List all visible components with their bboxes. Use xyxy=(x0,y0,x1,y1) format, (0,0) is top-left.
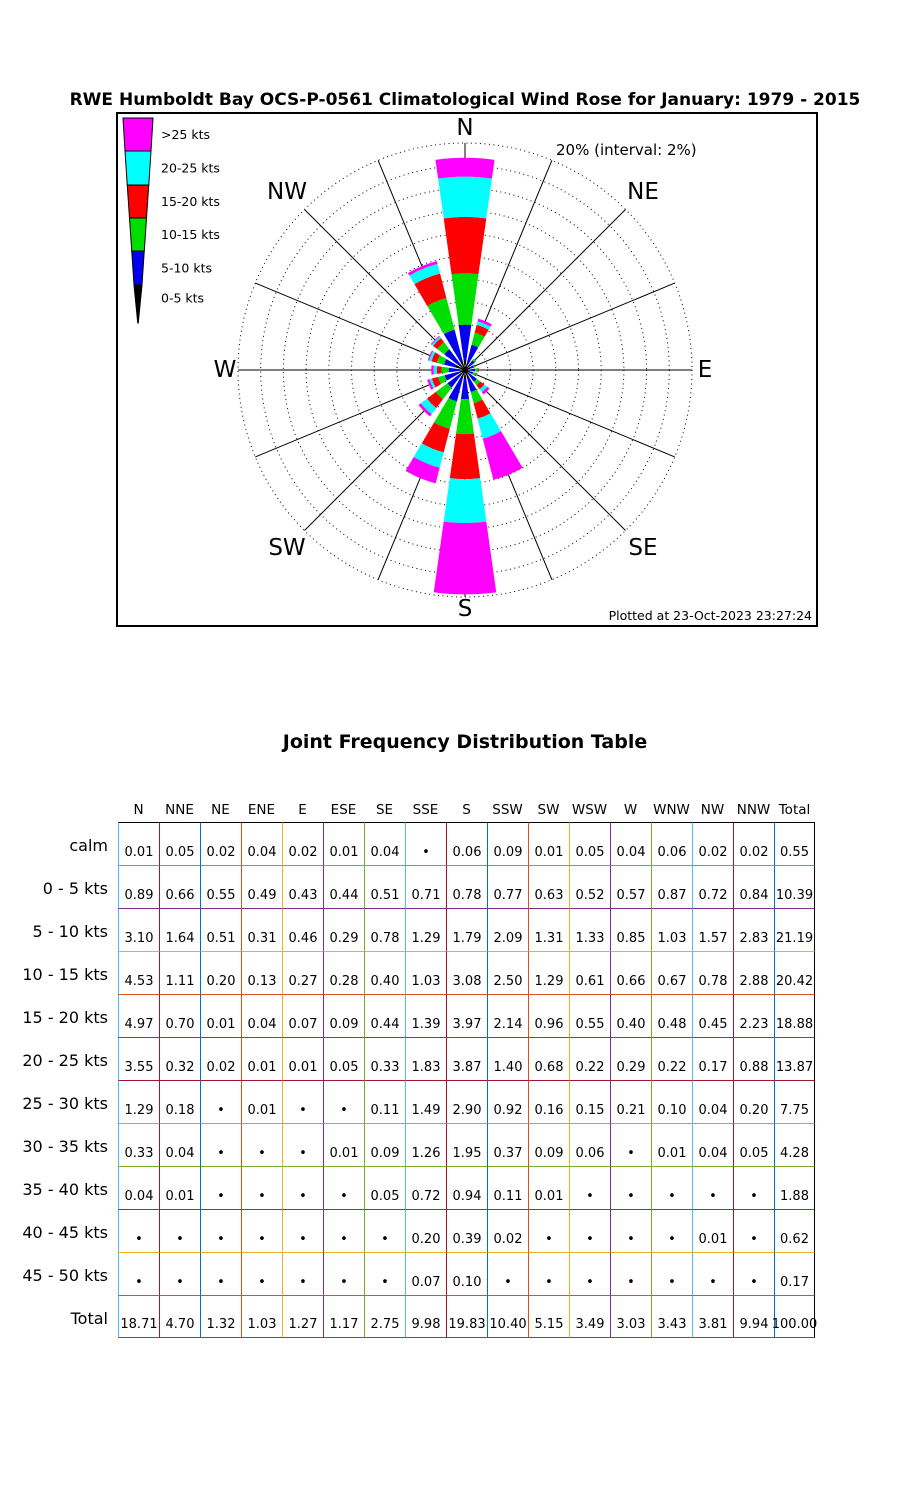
freq-cell: 0.17 xyxy=(692,1037,733,1080)
legend-label: >25 kts xyxy=(161,127,211,142)
freq-cell: 1.26 xyxy=(405,1123,446,1166)
freq-cell: 1.31 xyxy=(528,908,569,951)
freq-row-label: 20 - 25 kts xyxy=(22,1051,108,1070)
freq-cell: 0.18 xyxy=(159,1080,200,1123)
freq-cell: • xyxy=(200,1080,241,1123)
freq-cell: 0.48 xyxy=(651,994,692,1037)
freq-cell: 0.78 xyxy=(446,865,487,908)
freq-cell: 2.90 xyxy=(446,1080,487,1123)
freq-col-header-sw: SW xyxy=(537,801,560,818)
freq-cell: 0.05 xyxy=(569,822,610,865)
freq-cell: 1.88 xyxy=(774,1166,815,1209)
freq-cell: • xyxy=(692,1166,733,1209)
freq-cell: 1.49 xyxy=(405,1080,446,1123)
legend-swatch xyxy=(130,218,147,251)
freq-cell: 0.05 xyxy=(323,1037,364,1080)
freq-cell: 0.40 xyxy=(364,951,405,994)
freq-cell: 0.43 xyxy=(282,865,323,908)
freq-cell: 0.04 xyxy=(364,822,405,865)
wind-petal-segment-e xyxy=(478,368,479,372)
freq-cell: • xyxy=(528,1209,569,1252)
freq-cell: • xyxy=(282,1209,323,1252)
freq-col-header-ne: NE xyxy=(211,801,230,818)
freq-cell: 2.50 xyxy=(487,951,528,994)
compass-label-nw: NW xyxy=(267,179,307,205)
freq-cell: • xyxy=(118,1209,159,1252)
legend-swatch xyxy=(123,118,153,151)
freq-cell: 0.88 xyxy=(733,1037,774,1080)
freq-cell: 0.04 xyxy=(610,822,651,865)
freq-row-label: 15 - 20 kts xyxy=(22,1008,108,1027)
freq-cell: 0.07 xyxy=(405,1252,446,1295)
freq-cell: 1.57 xyxy=(692,908,733,951)
wind-petal-segment-w xyxy=(449,368,459,372)
freq-cell: 3.43 xyxy=(651,1295,692,1338)
freq-cell: 0.22 xyxy=(651,1037,692,1080)
freq-table-corner xyxy=(28,796,118,822)
freq-cell: 0.29 xyxy=(610,1037,651,1080)
freq-cell: 0.37 xyxy=(487,1123,528,1166)
freq-cell: 1.03 xyxy=(405,951,446,994)
freq-row-label: 0 - 5 kts xyxy=(42,879,108,898)
freq-cell: 0.01 xyxy=(118,822,159,865)
freq-row-label: 5 - 10 kts xyxy=(32,922,108,941)
freq-cell: 0.62 xyxy=(774,1209,815,1252)
freq-cell: 1.32 xyxy=(200,1295,241,1338)
compass-label-e: E xyxy=(697,357,713,383)
freq-cell: 1.79 xyxy=(446,908,487,951)
freq-cell: • xyxy=(733,1166,774,1209)
freq-cell: 0.05 xyxy=(733,1123,774,1166)
wind-rose-chart xyxy=(116,112,818,627)
freq-cell: 0.10 xyxy=(651,1080,692,1123)
freq-cell: 0.20 xyxy=(405,1209,446,1252)
freq-cell: 0.63 xyxy=(528,865,569,908)
freq-col-header-nne: NNE xyxy=(165,801,194,818)
polar-grid-radial xyxy=(465,210,626,371)
freq-cell: 0.49 xyxy=(241,865,282,908)
freq-cell: 0.04 xyxy=(692,1123,733,1166)
freq-col-header-wnw: WNW xyxy=(653,801,690,818)
freq-cell: 0.01 xyxy=(282,1037,323,1080)
freq-cell: 0.55 xyxy=(200,865,241,908)
freq-cell: 0.04 xyxy=(241,994,282,1037)
wind-petal-segment-s xyxy=(444,478,487,523)
freq-cell: 18.88 xyxy=(774,994,815,1037)
freq-cell: 0.66 xyxy=(159,865,200,908)
freq-cell: 0.13 xyxy=(241,951,282,994)
freq-cell: 10.39 xyxy=(774,865,815,908)
wind-petal-segment-n xyxy=(444,217,487,274)
freq-cell: • xyxy=(282,1252,323,1295)
freq-cell: 9.94 xyxy=(733,1295,774,1338)
freq-cell: 0.02 xyxy=(200,1037,241,1080)
freq-cell: • xyxy=(200,1209,241,1252)
freq-row-label: Total xyxy=(70,1309,108,1328)
freq-cell: 0.89 xyxy=(118,865,159,908)
freq-cell: • xyxy=(200,1166,241,1209)
freq-cell: 4.28 xyxy=(774,1123,815,1166)
freq-cell: 0.02 xyxy=(692,822,733,865)
freq-cell: 5.15 xyxy=(528,1295,569,1338)
freq-cell: 1.33 xyxy=(569,908,610,951)
freq-cell: 0.66 xyxy=(610,951,651,994)
freq-cell: 0.77 xyxy=(487,865,528,908)
freq-cell: 0.28 xyxy=(323,951,364,994)
freq-cell: • xyxy=(528,1252,569,1295)
freq-row-label: 35 - 40 kts xyxy=(22,1180,108,1199)
freq-cell: 1.64 xyxy=(159,908,200,951)
freq-cell: 0.85 xyxy=(610,908,651,951)
freq-cell: 0.01 xyxy=(651,1123,692,1166)
freq-cell: 0.04 xyxy=(241,822,282,865)
freq-cell: 13.87 xyxy=(774,1037,815,1080)
freq-cell: • xyxy=(159,1252,200,1295)
wind-petal-segment-e xyxy=(470,369,475,372)
freq-cell: 0.78 xyxy=(364,908,405,951)
freq-cell: 0.01 xyxy=(323,822,364,865)
freq-cell: 0.32 xyxy=(159,1037,200,1080)
wind-petal-segment-w xyxy=(441,367,449,374)
wind-petal-segment-n xyxy=(438,177,492,219)
freq-cell: 0.84 xyxy=(733,865,774,908)
freq-cell: 4.53 xyxy=(118,951,159,994)
freq-cell: • xyxy=(569,1252,610,1295)
freq-cell: 2.14 xyxy=(487,994,528,1037)
freq-cell: 19.83 xyxy=(446,1295,487,1338)
freq-cell: 100.00 xyxy=(774,1295,815,1338)
wind-petal-segment-s xyxy=(450,434,480,480)
freq-cell: 0.02 xyxy=(200,822,241,865)
freq-cell: 0.57 xyxy=(610,865,651,908)
freq-row-label: 45 - 50 kts xyxy=(22,1266,108,1285)
freq-cell: 3.03 xyxy=(610,1295,651,1338)
legend-label: 15-20 kts xyxy=(161,194,220,209)
freq-cell: • xyxy=(364,1209,405,1252)
freq-cell: 0.52 xyxy=(569,865,610,908)
freq-cell: 0.04 xyxy=(159,1123,200,1166)
freq-cell: 0.33 xyxy=(364,1037,405,1080)
freq-col-header-s: S xyxy=(462,801,471,818)
freq-cell: 0.29 xyxy=(323,908,364,951)
freq-cell: • xyxy=(323,1252,364,1295)
freq-cell: 1.95 xyxy=(446,1123,487,1166)
freq-cell: 0.09 xyxy=(528,1123,569,1166)
freq-cell: 3.10 xyxy=(118,908,159,951)
freq-cell: 1.29 xyxy=(118,1080,159,1123)
wind-petal-segment-w xyxy=(437,366,442,374)
freq-cell: • xyxy=(692,1252,733,1295)
freq-cell: 0.01 xyxy=(159,1166,200,1209)
compass-label-sw: SW xyxy=(268,535,306,561)
freq-cell: • xyxy=(323,1080,364,1123)
freq-cell: 0.05 xyxy=(364,1166,405,1209)
freq-cell: 1.29 xyxy=(405,908,446,951)
freq-cell: • xyxy=(282,1166,323,1209)
wind-petal-segment-s xyxy=(434,522,496,595)
freq-cell: 1.03 xyxy=(241,1295,282,1338)
freq-cell: • xyxy=(569,1209,610,1252)
freq-col-header-nw: NW xyxy=(700,801,725,818)
freq-cell: 0.02 xyxy=(282,822,323,865)
freq-cell: 0.01 xyxy=(323,1123,364,1166)
freq-cell: 1.83 xyxy=(405,1037,446,1080)
wind-petal-segment-n xyxy=(435,158,494,179)
freq-cell: • xyxy=(323,1166,364,1209)
freq-row-label: calm xyxy=(69,836,108,855)
freq-cell: • xyxy=(241,1166,282,1209)
freq-cell: • xyxy=(241,1252,282,1295)
freq-cell: 1.03 xyxy=(651,908,692,951)
freq-cell: • xyxy=(200,1123,241,1166)
compass-label-se: SE xyxy=(628,535,658,561)
legend-swatch xyxy=(134,285,142,323)
freq-col-header-ese: ESE xyxy=(330,801,357,818)
freq-cell: 0.01 xyxy=(241,1037,282,1080)
wind-rose-title: RWE Humboldt Bay OCS-P-0561 Climatological Wind Rose for January: 1979 - 2015 xyxy=(69,90,861,110)
freq-cell: • xyxy=(282,1080,323,1123)
freq-row-label: 10 - 15 kts xyxy=(22,965,108,984)
freq-cell: 3.49 xyxy=(569,1295,610,1338)
freq-cell: 0.39 xyxy=(446,1209,487,1252)
freq-cell: 0.46 xyxy=(282,908,323,951)
freq-cell: 18.71 xyxy=(118,1295,159,1338)
wind-petal-segment-n xyxy=(452,273,479,325)
freq-cell: • xyxy=(405,822,446,865)
freq-cell: 0.11 xyxy=(364,1080,405,1123)
freq-cell: 0.15 xyxy=(569,1080,610,1123)
freq-cell: 0.01 xyxy=(200,994,241,1037)
freq-cell: 0.96 xyxy=(528,994,569,1037)
freq-cell: 0.94 xyxy=(446,1166,487,1209)
freq-cell: 0.44 xyxy=(323,865,364,908)
freq-cell: 1.11 xyxy=(159,951,200,994)
freq-cell: 1.27 xyxy=(282,1295,323,1338)
freq-cell: 1.29 xyxy=(528,951,569,994)
freq-cell: 0.06 xyxy=(446,822,487,865)
freq-cell: 2.75 xyxy=(364,1295,405,1338)
freq-col-header-ene: ENE xyxy=(247,801,276,818)
freq-cell: 0.11 xyxy=(487,1166,528,1209)
freq-cell: 0.17 xyxy=(774,1252,815,1295)
freq-cell: 3.55 xyxy=(118,1037,159,1080)
freq-cell: • xyxy=(323,1209,364,1252)
freq-cell: 0.44 xyxy=(364,994,405,1037)
freq-col-header-n: N xyxy=(133,801,144,818)
freq-cell: • xyxy=(282,1123,323,1166)
freq-cell: 3.87 xyxy=(446,1037,487,1080)
freq-cell: 0.20 xyxy=(733,1080,774,1123)
freq-cell: 0.72 xyxy=(405,1166,446,1209)
freq-cell: 0.06 xyxy=(569,1123,610,1166)
freq-cell: • xyxy=(651,1166,692,1209)
freq-cell: • xyxy=(241,1123,282,1166)
freq-cell: • xyxy=(241,1209,282,1252)
freq-cell: 10.40 xyxy=(487,1295,528,1338)
freq-cell: 0.04 xyxy=(692,1080,733,1123)
freq-cell: 0.01 xyxy=(241,1080,282,1123)
freq-cell: 0.22 xyxy=(569,1037,610,1080)
freq-cell: 0.31 xyxy=(241,908,282,951)
freq-cell: 0.72 xyxy=(692,865,733,908)
freq-col-header-ssw: SSW xyxy=(492,801,523,818)
freq-cell: 0.01 xyxy=(528,822,569,865)
freq-cell: 21.19 xyxy=(774,908,815,951)
freq-cell: • xyxy=(487,1252,528,1295)
legend-label: 20-25 kts xyxy=(161,160,220,176)
legend-swatch xyxy=(125,151,151,185)
freq-cell: 0.51 xyxy=(200,908,241,951)
freq-cell: 1.39 xyxy=(405,994,446,1037)
freq-cell: 0.92 xyxy=(487,1080,528,1123)
wind-petal-segment-e xyxy=(475,368,478,372)
ring-scale-annotation: 20% (interval: 2%) xyxy=(556,141,697,159)
freq-cell: • xyxy=(651,1209,692,1252)
freq-cell: • xyxy=(200,1252,241,1295)
freq-col-header-sse: SSE xyxy=(412,801,439,818)
freq-cell: • xyxy=(364,1252,405,1295)
freq-cell: 2.09 xyxy=(487,908,528,951)
wind-petal-segment-w xyxy=(434,366,438,375)
joint-frequency-table xyxy=(22,796,818,1338)
freq-cell: 7.75 xyxy=(774,1080,815,1123)
freq-cell: 0.61 xyxy=(569,951,610,994)
freq-cell: 0.01 xyxy=(528,1166,569,1209)
wind-petal-segment-s xyxy=(461,379,469,399)
wind-petal-segment-w xyxy=(431,365,434,374)
freq-cell: 3.08 xyxy=(446,951,487,994)
freq-cell: 0.10 xyxy=(446,1252,487,1295)
freq-cell: 0.02 xyxy=(733,822,774,865)
freq-col-header-wsw: WSW xyxy=(571,801,608,818)
freq-cell: • xyxy=(610,1166,651,1209)
freq-row-label: 30 - 35 kts xyxy=(22,1137,108,1156)
freq-cell: 2.23 xyxy=(733,994,774,1037)
wind-petal-segment-s xyxy=(456,399,474,434)
freq-cell: 0.78 xyxy=(692,951,733,994)
wind-petal-segment-sse xyxy=(483,431,523,480)
freq-cell: 0.27 xyxy=(282,951,323,994)
legend-swatch xyxy=(132,251,145,285)
freq-cell: 1.40 xyxy=(487,1037,528,1080)
freq-row-label: 40 - 45 kts xyxy=(22,1223,108,1242)
freq-cell: 0.16 xyxy=(528,1080,569,1123)
freq-cell: 0.70 xyxy=(159,994,200,1037)
freq-cell: 4.97 xyxy=(118,994,159,1037)
freq-cell: 0.33 xyxy=(118,1123,159,1166)
freq-col-header-total: Total xyxy=(778,801,811,818)
freq-cell: 0.07 xyxy=(282,994,323,1037)
freq-cell: 0.45 xyxy=(692,994,733,1037)
freq-cell: 0.04 xyxy=(118,1166,159,1209)
freq-cell: 3.81 xyxy=(692,1295,733,1338)
freq-col-header-w: W xyxy=(623,801,638,818)
freq-cell: 0.09 xyxy=(364,1123,405,1166)
freq-cell: 0.55 xyxy=(569,994,610,1037)
polar-grid-radial xyxy=(465,283,675,370)
freq-cell: 0.05 xyxy=(159,822,200,865)
freq-cell: 0.09 xyxy=(323,994,364,1037)
freq-cell: • xyxy=(610,1252,651,1295)
freq-cell: 0.67 xyxy=(651,951,692,994)
freq-col-header-nnw: NNW xyxy=(736,801,771,818)
freq-cell: • xyxy=(569,1166,610,1209)
freq-cell: 20.42 xyxy=(774,951,815,994)
legend-label: 5-10 kts xyxy=(161,260,212,276)
freq-cell: 0.87 xyxy=(651,865,692,908)
freq-cell: 0.51 xyxy=(364,865,405,908)
freq-cell: 0.71 xyxy=(405,865,446,908)
freq-cell: 3.97 xyxy=(446,994,487,1037)
compass-label-w: W xyxy=(213,357,237,383)
freq-col-header-e: E xyxy=(298,801,307,818)
legend-swatch xyxy=(127,185,149,218)
freq-cell: 0.68 xyxy=(528,1037,569,1080)
freq-cell: 0.02 xyxy=(487,1209,528,1252)
compass-label-ne: NE xyxy=(627,179,659,205)
legend-label: 10-15 kts xyxy=(161,227,220,242)
freq-cell: • xyxy=(610,1209,651,1252)
compass-label-n: N xyxy=(456,115,474,141)
freq-cell: 2.88 xyxy=(733,951,774,994)
freq-cell: 0.20 xyxy=(200,951,241,994)
freq-cell: 4.70 xyxy=(159,1295,200,1338)
freq-cell: 0.40 xyxy=(610,994,651,1037)
freq-cell: • xyxy=(159,1209,200,1252)
freq-cell: 0.55 xyxy=(774,822,815,865)
legend-label: 0-5 kts xyxy=(161,290,205,306)
freq-row-label: 25 - 30 kts xyxy=(22,1094,108,1113)
freq-cell: • xyxy=(610,1123,651,1166)
freq-cell: 0.21 xyxy=(610,1080,651,1123)
freq-cell: 0.09 xyxy=(487,822,528,865)
freq-cell: • xyxy=(118,1252,159,1295)
freq-cell: • xyxy=(651,1252,692,1295)
freq-cell: 2.83 xyxy=(733,908,774,951)
freq-cell: 0.06 xyxy=(651,822,692,865)
freq-col-header-se: SE xyxy=(375,801,394,818)
freq-table-title: Joint Frequency Distribution Table xyxy=(282,731,648,753)
freq-cell: 0.01 xyxy=(692,1209,733,1252)
plot-timestamp: Plotted at 23-Oct-2023 23:27:24 xyxy=(608,608,812,623)
freq-cell: • xyxy=(733,1209,774,1252)
freq-cell: 1.17 xyxy=(323,1295,364,1338)
compass-label-s: S xyxy=(457,596,473,622)
freq-cell: 9.98 xyxy=(405,1295,446,1338)
freq-cell: • xyxy=(733,1252,774,1295)
